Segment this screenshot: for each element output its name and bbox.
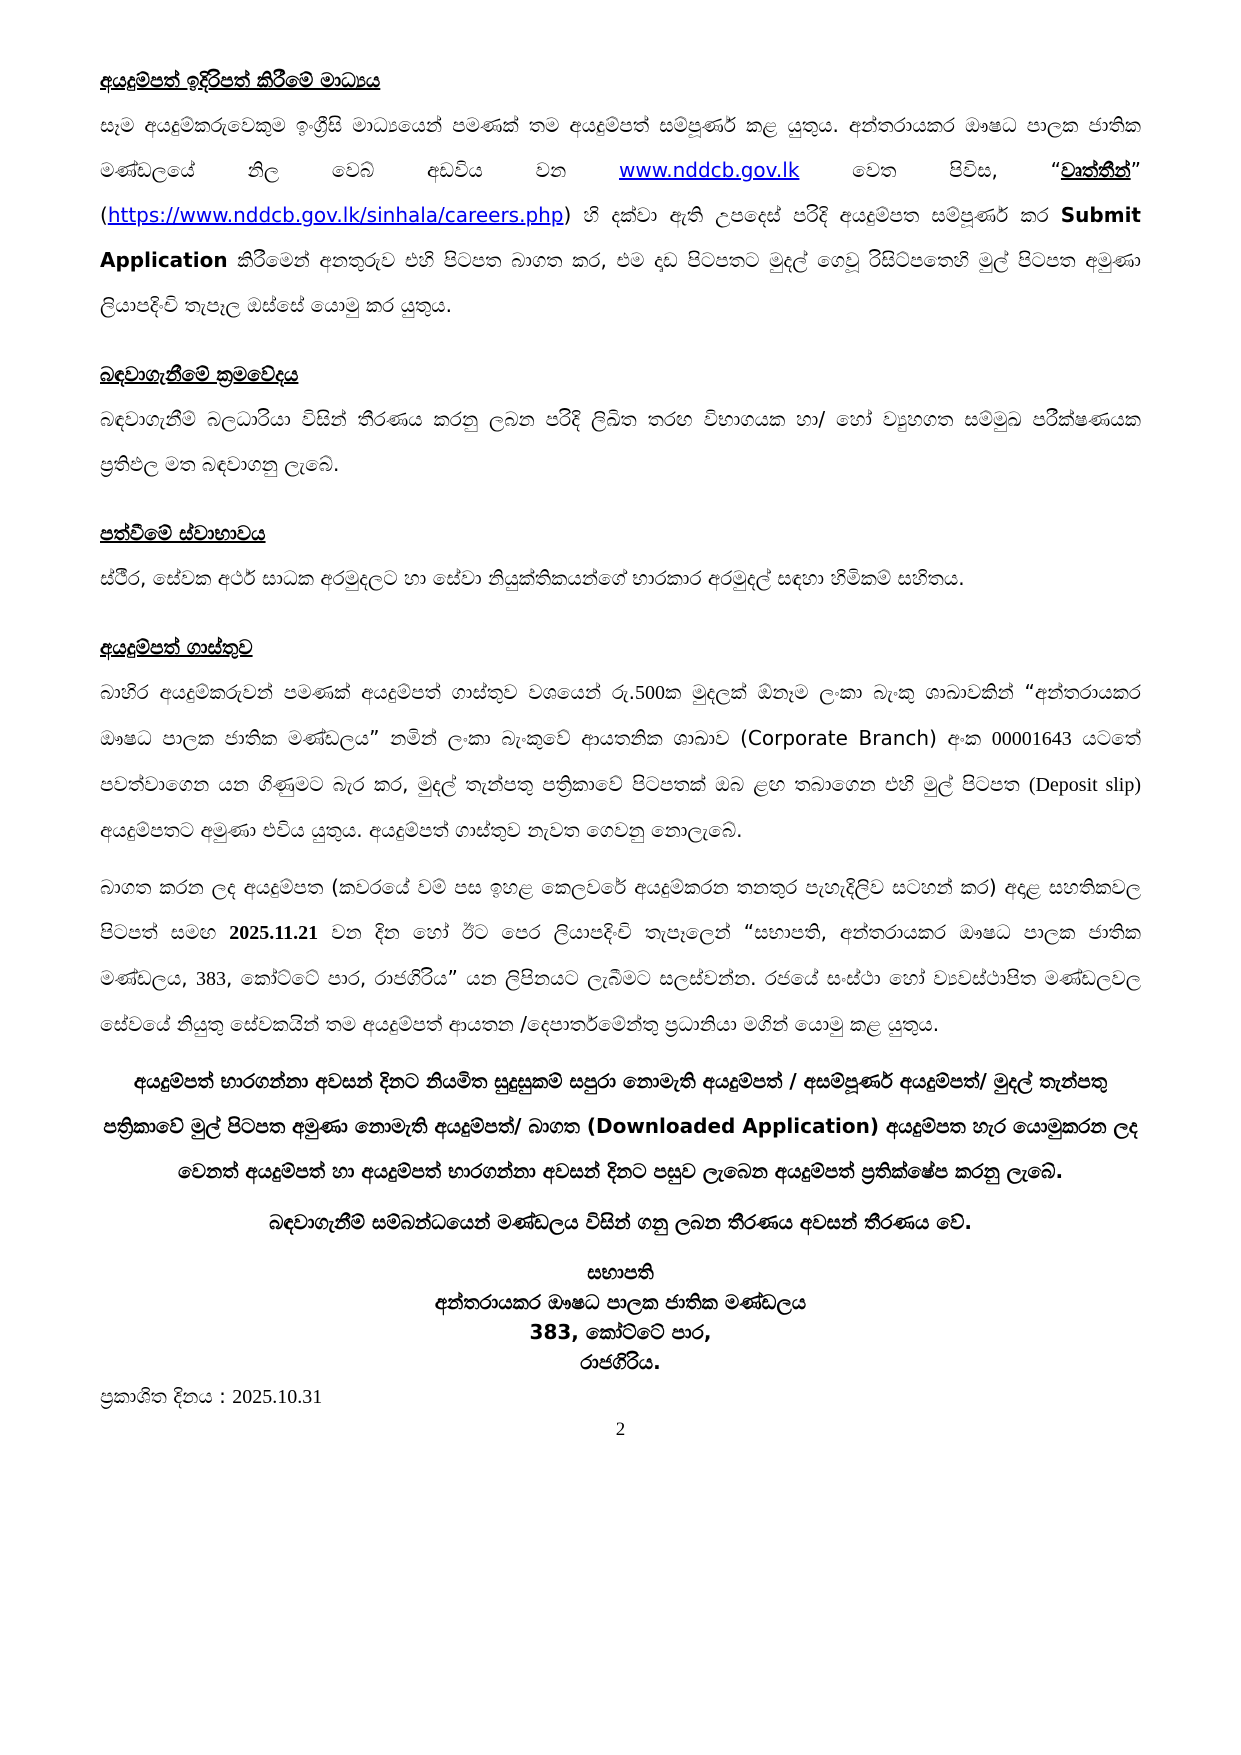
- text-segment: අයදුම්පත හැර යොමුකරන ලද වෙනත් අයදුම්පත් හා අයදුම්පත් භාරගන්නා අවසන් දිනට පසුව ලැබෙන අයදුම්පත් ප්‍රතික්ෂේප කරනු ලැබේ.: [177, 1114, 1138, 1183]
- paragraph-application-medium: [100, 103, 1141, 328]
- text-segment: බඳවාගැනීම් බලධාරියා විසින් තීරණය කරනු ලබන පරිදි ලිඛිත තරඟ විභාගයක හා/ හෝ ව්‍යුහගත සම්මුඛ පරීක්ෂණයක ප්‍රතිඵල මත බඳවාගනු ලැබේ.: [100, 407, 1141, 476]
- text-segment: ස්ථීර, සේවක අර්ථ සාධක අරමුදලට හා සේවා නියුක්තිකයන්ගේ භාරකාර අරමුදල් සඳහා හිමිකම් සහිතය.: [100, 566, 965, 590]
- hyperlink[interactable]: https://www.nddcb.gov.lk/sinhala/careers.php: [107, 203, 564, 227]
- signatory-organization: අන්තරායකර ඖෂධ පාලක ජාතික මණ්ඩලය: [434, 1290, 807, 1314]
- signatory-address-street: 383, කෝට්ටේ පාර,: [529, 1320, 712, 1344]
- text-segment: සෑම අයදුම්කරුවෙකුම ඉංග්‍රීසි මාධ්‍යයෙන් පමණක් තම අයදුම්පත් සම්පූර්ණ කළ යුතුය. අන්තරායකර ඖෂධ පාලක ජාතික මණ්ඩලයේ නිල වෙබ් අඩවිය වන: [100, 113, 1141, 182]
- text-segment: (Downloaded Application): [586, 1114, 880, 1138]
- text-segment: ) හි දක්වා ඇති උපදෙස් පරිදි අයදුම්පත සම්පූර්ණ කර: [563, 203, 1061, 227]
- section-heading-application-fee: අයදුම්පත් ගාස්තුව: [100, 635, 253, 659]
- paragraph-appointment-nature: [100, 556, 1141, 601]
- footer: [100, 1381, 1141, 1445]
- text-segment: බාගත කරන ලද අයදුම්පත (කවරයේ වම් පස ඉහළ කෙලවරේ අයදුම්කරන තනතුර පැහැදිලිව සටහන් කර) අදාළ සහතිකවල පිටපත් සමඟ: [100, 875, 1141, 944]
- text-segment: 2025.10.31: [232, 1386, 323, 1408]
- paragraph-submission-address: [100, 865, 1141, 1047]
- signatory-address-city: රාජගිරිය.: [580, 1350, 661, 1374]
- text-segment: යටතේ පවත්වාගෙන යන ගිණුමට බැර කර, මුදල් තැන්පතු පත්‍රිකාවේ පිටපතක් ඔබ ළඟ තබාගෙන එහි මුල් පිටපත: [100, 726, 1141, 796]
- text-segment: කිරීමෙන් අනතුරුව එහි පිටපත බාගත කර, එම දෘඩ පිටපතට මුදල් ගෙවූ රිසිට්පතෙහි මුල් පිටපත අමුණා ලියාපදිංචි තැපෑල ඔස්සේ යොමු කර යුතුය.: [100, 248, 1141, 317]
- paragraph-recruitment-method: [100, 397, 1141, 487]
- text-segment: අයදුම්පතට අමුණා එවිය යුතුය. අයදුම්පත් ගාස්තුව නැවත ගෙවනු නොලැබේ.: [100, 818, 743, 842]
- signature-block: [100, 1257, 1141, 1377]
- text-segment: 00001643: [991, 728, 1072, 750]
- text-segment: වෘත්තීන්: [1060, 158, 1131, 182]
- warning-rejection-paragraph: [100, 1059, 1141, 1194]
- text-segment: Submit Application: [100, 203, 1141, 272]
- text-segment: වෙත පිවිස, “: [799, 158, 1061, 182]
- text-segment: වන දින හෝ ඊට පෙර ලියාපදිංචි තැපෑලෙන් “සභාපති, අන්තරායකර ඖෂධ පාලක ජාතික මණ්ඩලය,: [100, 920, 1142, 990]
- page-number: 2: [615, 1419, 626, 1440]
- section-heading-application-medium: අයදුම්පත් ඉදිරිපත් කිරීමේ මාධ්‍යය: [100, 68, 381, 92]
- text-segment: අයදුම්පත් භාරගන්නා අවසන් දිනට නියමිත සුදුසුකම් සපුරා නොමැති අයදුම්පත් / අසම්පූර්ණ අයදුම්පත්/ මුදල් තැන්පතු පත්‍රිකාවේ මුල් පිටපත අමුණා නොමැති අයදුම්පත්/ බාගත: [103, 1069, 1108, 1138]
- final-decision-note: බඳවාගැනීම් සම්බන්ධයෙන් මණ්ඩලය විසින් ගනු ලබන තීරණය අවසන් තීරණය වේ.: [269, 1210, 972, 1234]
- hyperlink[interactable]: www.nddcb.gov.lk: [619, 158, 800, 182]
- text-segment: , කෝට්ටේ පාර, රාජගිරිය” යන ලිපිනයට ලැබීමට සලස්වන්න. රජයේ සංස්ථා හෝ ව්‍යවස්ථාපිත මණ්ඩලවල සේවයේ නියුතු සේවකයින් තම අයදුම්පත් ආයතන /දෙපාර්තමේන්තු ප්‍රධානියා මගින් යොමු කළ යුතුය.: [100, 966, 1142, 1036]
- text-segment: ” (: [100, 158, 1141, 227]
- paragraph-application-fee: [100, 670, 1141, 853]
- published-date: [100, 1381, 1141, 1412]
- section-heading-appointment-nature: පත්වීමේ ස්වාභාවය: [100, 521, 266, 545]
- text-segment: 383: [195, 968, 226, 990]
- text-segment: 2025.11.21: [229, 922, 319, 944]
- text-segment: (Deposit slip): [1028, 774, 1142, 796]
- signatory-title: සභාපති: [587, 1260, 654, 1284]
- text-segment: බාහිර අයදුම්කරුවන් පමණක් අයදුම්පත් ගාස්තුව වශයෙන් රු.: [100, 680, 635, 704]
- text-segment: ක මුදලක් ඕනෑම ලංකා බැංකු ශාඛාවකින් “අන්තරායකර ඖෂධ පාලක ජාතික මණ්ඩලය” නමින් ලංකා බැංකුවේ ආයතනික ශාඛාව (Corporate Branch) අංක: [100, 680, 1142, 750]
- section-heading-recruitment-method: බඳවාගැනීමේ ක්‍රමවේදය: [100, 362, 299, 386]
- text-segment: 500: [634, 682, 665, 704]
- text-segment: ප්‍රකාශිත දිනය :: [100, 1384, 233, 1408]
